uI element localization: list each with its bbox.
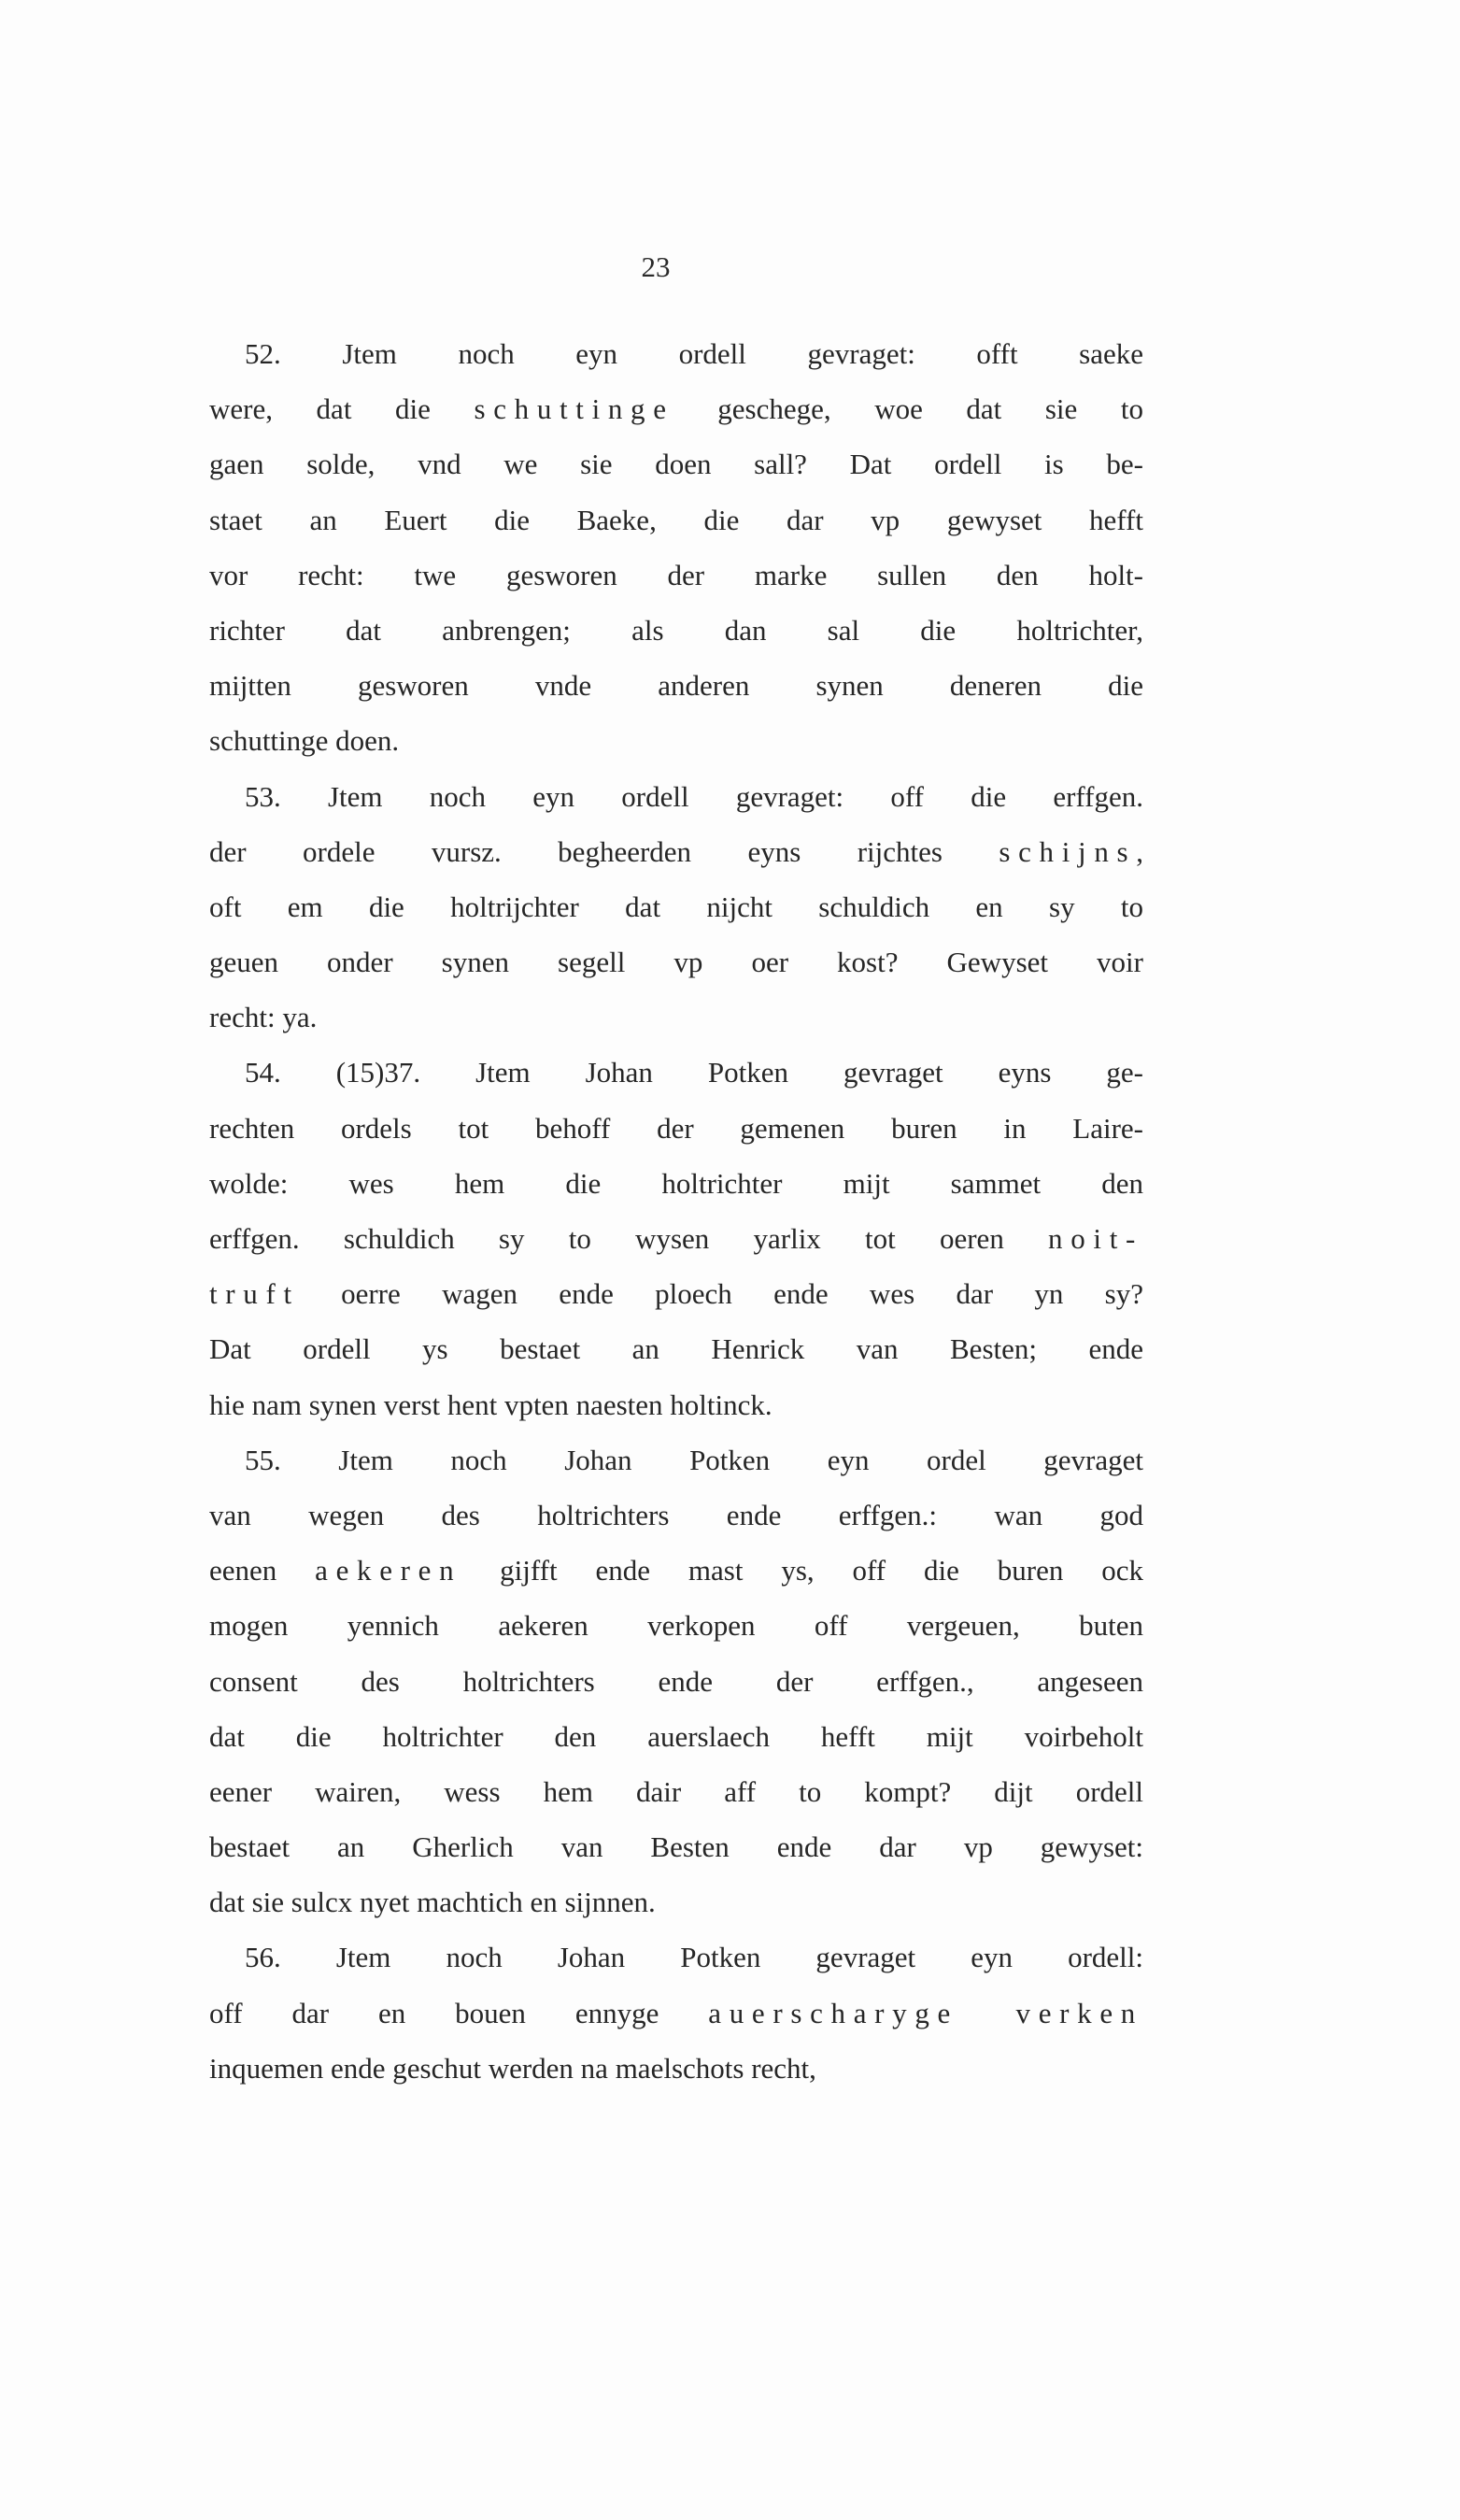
text-segment: hie nam synen verst hent vpten naesten holtinck. [209,1388,773,1421]
text-segment: inquemen ende geschut werden na maelschots recht, [209,2051,816,2085]
text-segment: van wegen des holtrichters ende erffgen.: wan god [209,1498,1143,1531]
text-line [209,492,1143,548]
text-line [209,769,1143,824]
text-segment: staet an Euert die Baeke, die dar vp gewyset hefft [209,503,1143,536]
paragraph [209,1432,1143,1930]
emphasized-text: auerscharyge verken [708,1996,1143,2029]
text-segment: 56. Jtem noch Johan Potken gevraget eyn ordell: [245,1941,1143,1974]
paragraph [209,1929,1143,2096]
text-line [209,2041,1143,2096]
text-segment: consent des holtrichters ende der erffgen., angeseen [209,1664,1143,1698]
text-segment: geuen onder synen segell vp oer kost? Gewyset voir [209,946,1143,979]
paragraph [209,1045,1143,1431]
text-segment: 54. (15)37. Jtem Johan Potken gevraget eyns ge- [245,1056,1143,1089]
text-segment: 52. Jtem noch eyn ordell gevraget: offt saeke [245,337,1143,370]
text-line [209,658,1143,713]
text-segment: oerre wagen ende ploech ende wes dar yn sy? [299,1277,1143,1311]
text-line [209,548,1143,603]
text-segment: erffgen. schuldich sy to wysen yarlix tot oeren [209,1222,1049,1255]
text-line [209,1266,1143,1321]
text-line [209,934,1143,989]
text-line [209,1598,1143,1653]
text-line [209,1432,1143,1488]
text-segment: oft em die holtrijchter dat nijcht schuldich en sy to [209,890,1143,923]
text-segment: dat sie sulcx nyet machtich en sijnnen. [209,1886,656,1919]
emphasized-text: truft [209,1277,300,1311]
page-number: 23 [641,250,671,283]
text-line [209,1377,1143,1432]
text-line [209,1654,1143,1709]
text-segment: der ordele vursz. begheerden eyns rijchtes [209,834,999,868]
text-line [209,1101,1143,1156]
text-segment: schuttinge doen. [209,724,400,758]
text-line [209,1764,1143,1819]
text-segment: eener wairen, wess hem dair aff to kompt? dijt ordell [209,1774,1143,1808]
emphasized-text: schuttinge [474,392,674,426]
text-segment: dat die holtrichter den auerslaech hefft mijt voirbeholt [209,1719,1143,1753]
text-line [209,1819,1143,1874]
text-line [209,436,1143,491]
text-line [209,603,1143,658]
text-segment: 53. Jtem noch eyn ordell gevraget: off die erffgen. [245,779,1143,813]
text-line [209,1709,1143,1764]
text-segment: mijtten gesworen vnde anderen synen deneren die [209,669,1143,703]
text-segment: bestaet an Gherlich van Besten ende dar vp gewyset: [209,1830,1143,1864]
text-segment: gijfft ende mast ys, off die buren ock [461,1554,1144,1587]
text-segment: geschege, woe dat sie to [673,392,1143,426]
text-line [209,824,1143,879]
text-segment: off dar en bouen ennyge [209,1996,709,2029]
text-segment: were, dat die [209,392,475,426]
text-segment: mogen yennich aekeren verkopen off vergeuen, buten [209,1609,1143,1643]
text-segment: Dat ordell ys bestaet an Henrick van Besten; ende [209,1332,1143,1366]
text-segment: , [1136,834,1143,868]
text-segment: vor recht: twe gesworen der marke sullen den holt- [209,558,1143,591]
text-line [209,1321,1143,1376]
text-segment: rechten ordels tot behoff der gemenen buren in Laire- [209,1111,1143,1145]
emphasized-text: noit- [1048,1222,1143,1255]
text-line [209,1986,1143,2041]
text-line [209,1211,1143,1266]
text-segment: gaen solde, vnd we sie doen sall? Dat ordell is be- [209,448,1143,481]
text-line [209,381,1143,436]
text-segment: 55. Jtem noch Johan Potken eyn ordel gevraget [245,1443,1143,1476]
body-text [209,326,1143,2096]
text-line [209,1156,1143,1211]
text-line [209,1488,1143,1543]
text-segment: recht: ya. [209,1001,318,1034]
paragraph [209,769,1143,1046]
text-line [209,713,1143,768]
text-line [209,989,1143,1045]
text-segment: richter dat anbrengen; als dan sal die holtrichter, [209,613,1143,647]
text-line [209,1543,1143,1598]
text-line [209,1929,1143,1985]
text-segment: eenen [209,1554,316,1587]
text-line [209,879,1143,934]
emphasized-text: schijns [999,834,1137,868]
text-line [209,326,1143,381]
paragraph [209,326,1143,769]
text-line [209,1045,1143,1100]
text-segment: wolde: wes hem die holtrichter mijt sammet den [209,1166,1143,1200]
text-line [209,1874,1143,1929]
emphasized-text: aekeren [315,1554,462,1587]
